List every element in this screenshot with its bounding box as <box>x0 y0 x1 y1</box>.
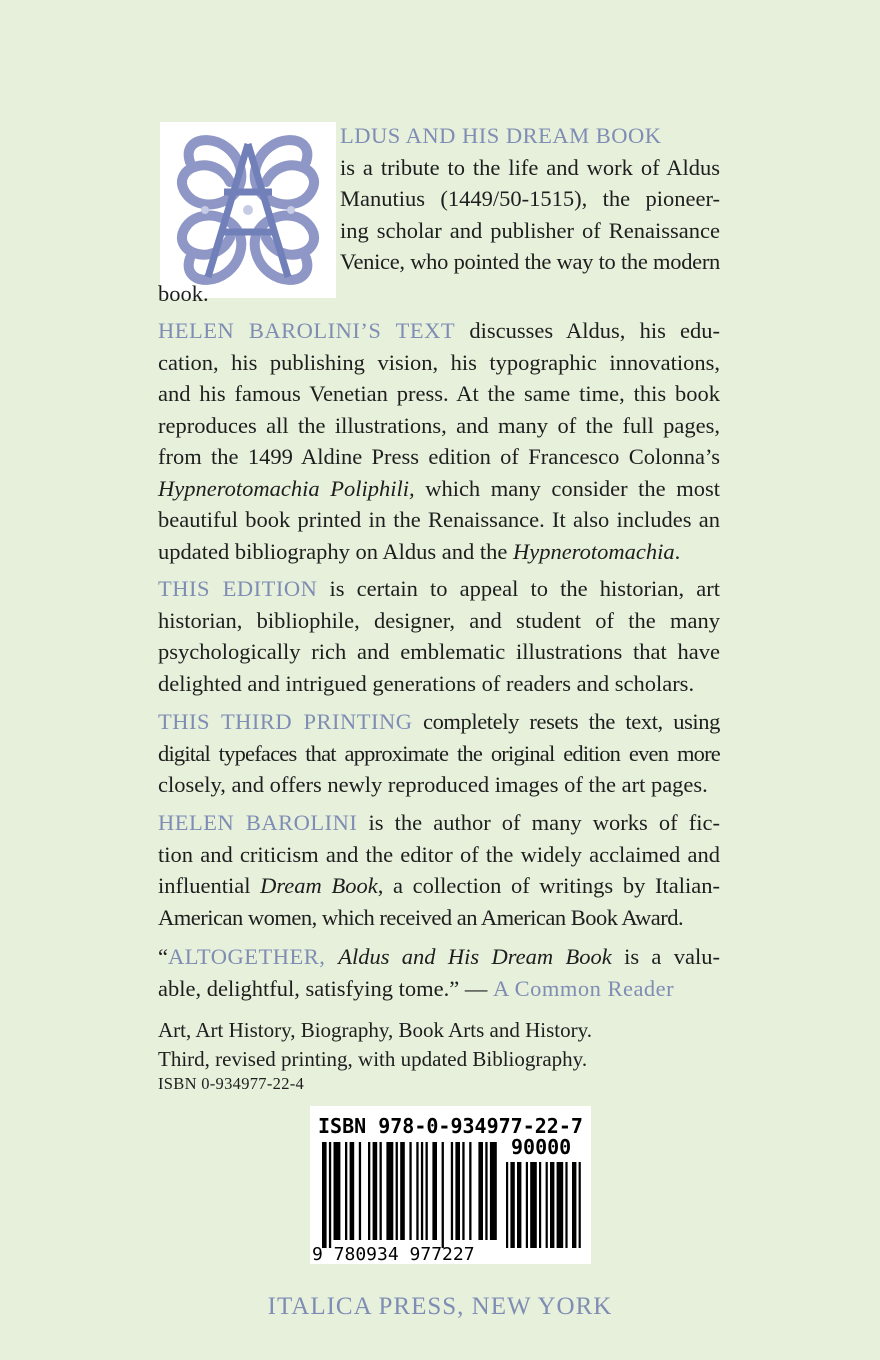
text-line: from the 1499 Aldine Press edition of Francesco Colonna’s <box>158 444 720 469</box>
barcode-bar <box>416 1142 418 1240</box>
addon-bar <box>530 1162 537 1248</box>
barcode <box>310 1106 591 1264</box>
isbn-10: ISBN 0-934977-22-4 <box>158 1074 305 1093</box>
addon-bar <box>557 1162 564 1248</box>
barcode-price-code: 90000 <box>511 1135 572 1159</box>
review-quote <box>158 941 720 1004</box>
barcode-bar <box>359 1142 361 1240</box>
quote-mark: “ <box>158 944 168 969</box>
quote-source: A Common Reader <box>492 975 675 1001</box>
edition-note: Third, revised printing, with updated Bibliography. <box>158 1047 588 1071</box>
text-line: historian, bibliophile, designer, and student of the many <box>158 607 720 633</box>
intro-lead: LDUS AND HIS DREAM BOOK <box>340 123 662 148</box>
barcode-bar <box>485 1142 487 1240</box>
text-line: beautiful book printed in the Renaissance. It also includes an <box>158 507 720 532</box>
dash: — <box>459 975 493 1001</box>
text-line: American women, which received an American Book Award. <box>158 904 684 930</box>
text-line: is a valu- <box>611 944 720 969</box>
text-line: is the author of many works of fic- <box>357 810 720 835</box>
barcode-bar <box>469 1142 471 1240</box>
addon-bar <box>510 1162 514 1248</box>
text-line: is certain to appeal to the historian, art <box>317 576 720 601</box>
text-line: which many consider the most <box>414 475 720 501</box>
intro-line: book. <box>158 281 209 306</box>
text-line: cation, his publishing vision, his typographic innovations, <box>158 349 720 375</box>
barcode-bar <box>409 1142 411 1240</box>
addon-bar <box>572 1162 576 1248</box>
quote-lead: ALTOGETHER, <box>168 944 339 969</box>
barcode-bar <box>380 1142 382 1240</box>
addon-bars <box>506 1162 581 1248</box>
barcode-digits: 9 780934 977227 <box>312 1244 475 1264</box>
barcode-bar <box>455 1142 460 1240</box>
paragraph-author <box>158 807 720 933</box>
text-line: digital typefaces that approximate the original edition even more <box>158 740 720 766</box>
text-line: influential <box>158 873 261 898</box>
paragraph-lead: THIS THIRD PRINTING <box>158 709 413 734</box>
intro-line: ing scholar and publisher of Renaissance <box>340 217 720 243</box>
barcode-isbn13: ISBN 978-0-934977-22-7 <box>318 1114 583 1138</box>
ean-bars <box>322 1142 497 1248</box>
text-line: delighted and intrigued generations of readers and scholars. <box>158 670 695 696</box>
barcode-bar <box>421 1142 423 1240</box>
addon-bar <box>526 1162 528 1248</box>
intro-line: is a tribute to the life and work of Aldus <box>340 154 720 180</box>
barcode-bar <box>345 1142 347 1240</box>
barcode-bar <box>451 1142 453 1240</box>
text-line: . <box>674 538 681 564</box>
text-line: closely, and offers newly reproduced images of the art pages. <box>158 772 708 797</box>
barcode-bar <box>396 1142 398 1240</box>
text-line: updated bibliography on Aldus and the <box>158 538 513 564</box>
addon-bar <box>546 1162 548 1248</box>
text-line: , a collection of writings by Italian- <box>377 873 720 898</box>
text-line: tion and criticism and the editor of the widely acclaimed and <box>158 841 720 867</box>
ornamental-initial-a-icon <box>160 122 336 298</box>
barcode-bar <box>462 1142 464 1240</box>
barcode-bar <box>432 1142 437 1240</box>
intro-line: Manutius (1449/50-1515), the pioneer- <box>340 186 720 211</box>
paragraph-lead: HELEN BAROLINI <box>158 810 358 835</box>
paragraph-third-printing <box>158 706 720 801</box>
barcode-bar <box>386 1142 393 1240</box>
book-title: Hypnerotomachia Poliphili, <box>158 475 415 501</box>
addon-bar <box>539 1162 541 1248</box>
addon-bar <box>550 1162 554 1248</box>
subjects-line: Art, Art History, Biography, Book Arts and History. <box>158 1018 592 1042</box>
paragraph-lead: HELEN BAROLINI’S TEXT <box>158 318 456 343</box>
addon-bar <box>517 1162 521 1248</box>
barcode-box <box>310 1106 591 1264</box>
intro-line: Venice, who pointed the way to the modern <box>340 249 720 274</box>
text-line: completely resets the text, using <box>412 709 720 734</box>
ornamental-initial <box>160 122 336 298</box>
barcode-bar <box>490 1142 497 1240</box>
text-line: able, delightful, satisfying tome.” <box>158 975 460 1001</box>
text-line: reproduces all the illustrations, and many of the full pages, <box>158 412 720 438</box>
barcode-bar <box>329 1142 331 1248</box>
barcode-bar <box>350 1142 355 1240</box>
addon-bar <box>565 1162 567 1248</box>
barcode-bar <box>400 1142 405 1240</box>
paragraph-this-edition <box>158 573 720 699</box>
intro-last-line <box>158 278 720 310</box>
intro-paragraph <box>340 120 720 278</box>
paragraph-lead: THIS EDITION <box>158 576 318 601</box>
barcode-bar <box>426 1142 428 1240</box>
text-line: and his famous Venetian press. At the same time, this book <box>158 381 720 406</box>
barcode-bar <box>478 1142 483 1240</box>
addon-bar <box>579 1162 581 1248</box>
book-title: Aldus and His Dream Book <box>338 944 612 969</box>
text-line: discusses Aldus, his edu- <box>455 318 720 343</box>
book-title: Hypnerotomachia <box>512 538 675 564</box>
barcode-bar <box>442 1142 444 1248</box>
book-title: Dream Book <box>260 873 378 898</box>
barcode-bar <box>373 1142 378 1240</box>
publisher-name: ITALICA PRESS, NEW YORK <box>267 1293 613 1320</box>
barcode-bar <box>368 1142 370 1240</box>
paragraph-text-description <box>158 315 720 567</box>
addon-bar <box>506 1162 508 1248</box>
barcode-bar <box>322 1142 327 1248</box>
barcode-bar <box>334 1142 341 1240</box>
text-line: psychologically rich and emblematic illustrations that have <box>158 639 720 664</box>
